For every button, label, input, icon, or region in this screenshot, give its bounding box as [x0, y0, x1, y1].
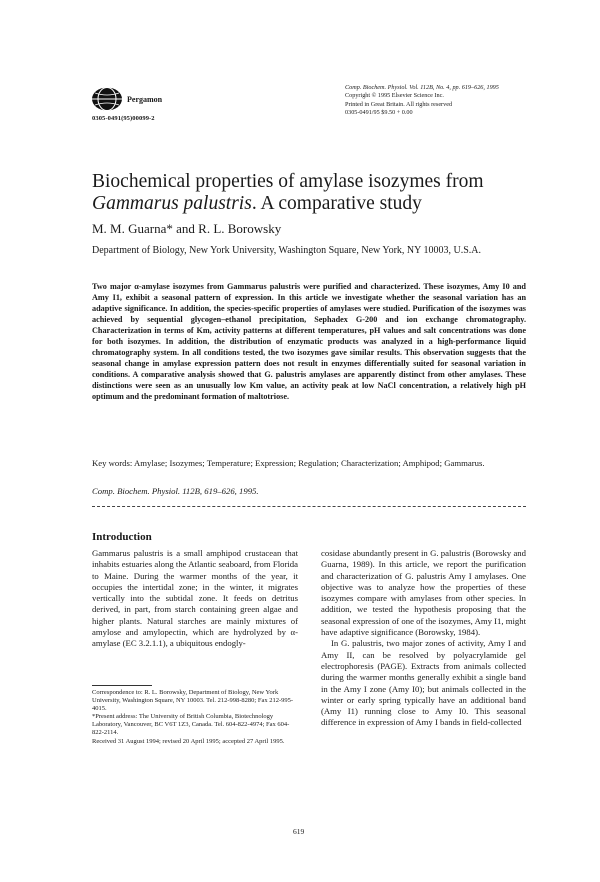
- intro-paragraph: Gammarus palustris is a small amphipod crustacean that inhabits estuaries along the Atlantic seaboard, from Florida to Maine. During the warmer months of the year, it occupies the intertidal zone; in the winter, it migrates vertically into the subtidal zone. It feeds on detritus derived, in part, from starch containing green algae and higher plants. Natural starches are mainly mixtures of amylose and amylopectin, which are hydrolyzed by α-amylase (EC 3.2.1.1), a ubiquitous endogly-: [92, 548, 298, 649]
- footnote-received: Received 31 August 1994; revised 20 April 1995; accepted 27 April 1995.: [92, 737, 285, 745]
- article-title: [92, 171, 522, 215]
- journal-info: [345, 84, 530, 118]
- footnote-correspondence: Correspondence to: R. L. Borowsky, Department of Biology, New York University, Washington Square, NY 10003. Tel. 212-998-8280; Fax 212-995-4015.: [92, 689, 294, 713]
- page-number: 619: [293, 827, 305, 836]
- footnote-divider: [92, 685, 152, 686]
- pergamon-logo-icon: [90, 86, 124, 112]
- abstract: Two major α-amylase isozymes from Gammarus palustris were purified and characterized. These isozymes, Amy I0 and Amy I1, exhibit a seasonal pattern of expression. In this article we investigate whether the seasonal variation has an adaptive significance. In addition, the species-specific properties of amylases were studied. Purification of the isozymes was achieved by sequential glycogen–ethanol precipitation, Sephadex G-200 and ion exchange chromatography. Characterization in terms of Km, activity patterns at different temperatures, pH values and salt concentrations was done for both isozymes. In addition, the distribution of enzymatic products was analyzed in a high-performance liquid chromatography system. In all conditions tested, the two isozymes gave similar results. This observation suggests that the seasonal change in amylase expression pattern does not result in enzymes differentially suited for seasonal variation in conditions. A comparative analysis showed that G. palustris amylases are apparently distinct from other amylases. These distinctions were seen as an unusually low Km value, an activity peak at low NaCl concentration, a relatively high pH optimum and the predominant formation of maltotriose.: [92, 282, 526, 401]
- footnotes: [92, 689, 298, 746]
- authors: M. M. Guarna* and R. L. Borowsky: [92, 221, 282, 236]
- keywords: Key words: Amylase; Isozymes; Temperature; Expression; Regulation; Characterization; Amphipod; Gammarus.: [92, 458, 485, 468]
- intro-column-1: [92, 548, 298, 650]
- journal-line: Printed in Great Britain. All rights reserved: [345, 100, 453, 108]
- intro-paragraph: cosidase abundantly present in G. palustris (Borowsky and Guarna, 1989). In this article, we report the purification and characterization of G. palustris Amy I amylases. One objective was to analyze how the properties of these isozymes compare with amylases from other species. In addition, we tested the hypothesis proposing that the seasonal expression of one of the isozymes, Amy I1, might have adaptive significance (Borowsky, 1984).: [321, 548, 526, 638]
- affiliation: Department of Biology, New York University, Washington Square, New York, NY 10003, U.S.A.: [92, 245, 481, 256]
- divider: [92, 506, 526, 507]
- section-heading: Introduction: [92, 531, 152, 543]
- article-doi: 0305-0491(95)00099-2: [92, 115, 155, 122]
- intro-paragraph: In G. palustris, two major zones of activity, Amy I and Amy II, can be resolved by polyacrylamide gel electrophoresis (PAGE). Extracts from animals collected during the warmer months generally exhibit a single band in the Amy I zone (Amy I0); but animals collected in the winter or early spring typically have an additional band (Amy I1) running close to Amy I0. This seasonal difference in expression of Amy I bands in field-collected: [321, 638, 526, 728]
- journal-line: Comp. Biochem. Physiol. Vol. 112B, No. 4, pp. 619–626, 1995: [345, 84, 499, 91]
- intro-column-2: [321, 548, 526, 729]
- title-species: Gammarus palustris: [92, 193, 252, 214]
- title-line-2: . A comparative study: [251, 193, 422, 214]
- citation: Comp. Biochem. Physiol. 112B, 619–626, 1995.: [92, 486, 259, 496]
- journal-line: Copyright © 1995 Elsevier Science Inc.: [345, 92, 444, 100]
- publisher-name: Pergamon: [127, 95, 163, 104]
- title-line-1: Biochemical properties of amylase isozymes from: [92, 171, 484, 192]
- journal-line: 0305-0491/95 $9.50 + 0.00: [345, 109, 413, 117]
- footnote-present-address: *Present address: The University of British Columbia, Biotechnology Laboratory, Vancouver, BC V6T 1Z3, Canada. Tel. 604-822-4974; Fax 604-822-2114.: [92, 713, 290, 737]
